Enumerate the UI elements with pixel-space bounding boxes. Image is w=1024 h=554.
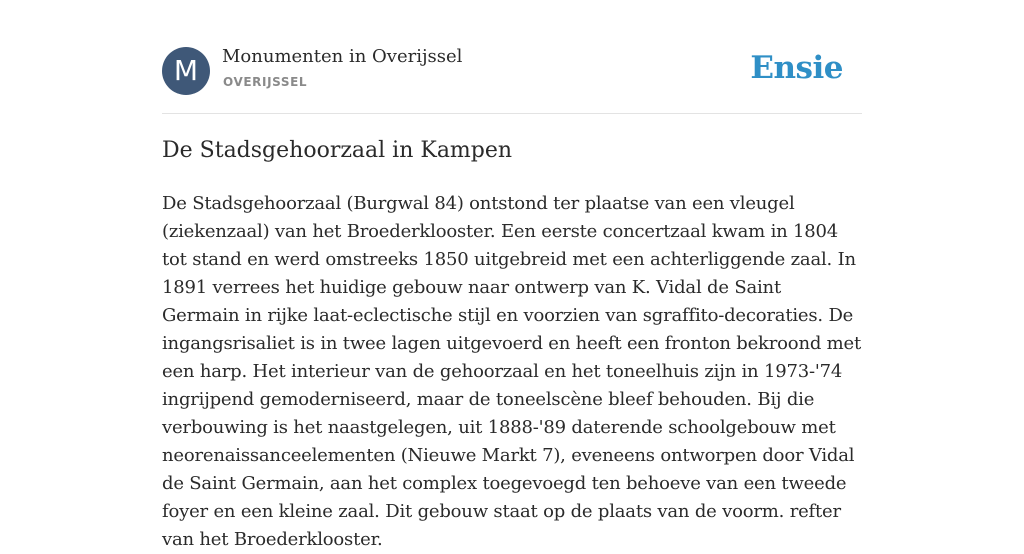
article-body: De Stadsgehoorzaal (Burgwal 84) ontstond ter plaatse van een vleugel (ziekenzaal) van het Broederklooster. Een eerste concertzaal kwam in 1804 tot stand en werd omstreeks 1850 uitgebreid met een achterliggende zaal. In 1891 verrees het huidige gebouw naar ontwerp van K. Vidal de Saint Germain in rijke laat-eclectische stijl en voorzien van sgraffito-decoraties. De ingangsrisaliet is in twee lagen uitgevoerd en heeft een fronton bekroond met een harp. Het interieur van de gehoorzaal en het toneelhuis zijn in 1973-'74 ingrijpend gemoderniseerd, maar de toneelscène bleef behouden. Bij die verbouwing is het naastgelegen, uit 1888-'89 daterende schoolgebouw met neorenaissanceelementen (Nieuwe Markt 7), eveneens ontworpen door Vidal de Saint Germain, aan het complex toegevoegd ten behoeve van een tweede foyer en een kleine zaal. Dit gebouw staat op de plaats van de voorm. refter van het Broederklooster. bbox=[162, 193, 862, 550]
source-header bbox=[162, 46, 862, 96]
source-avatar[interactable]: M bbox=[162, 47, 210, 95]
source-category-link[interactable]: OVERIJSSEL bbox=[223, 75, 308, 89]
header-divider bbox=[162, 113, 862, 114]
source-title-link[interactable]: Monumenten in Overijssel bbox=[222, 46, 463, 67]
ensie-logo[interactable]: Ensie bbox=[750, 50, 843, 86]
article-title: De Stadsgehoorzaal in Kampen bbox=[162, 138, 513, 163]
